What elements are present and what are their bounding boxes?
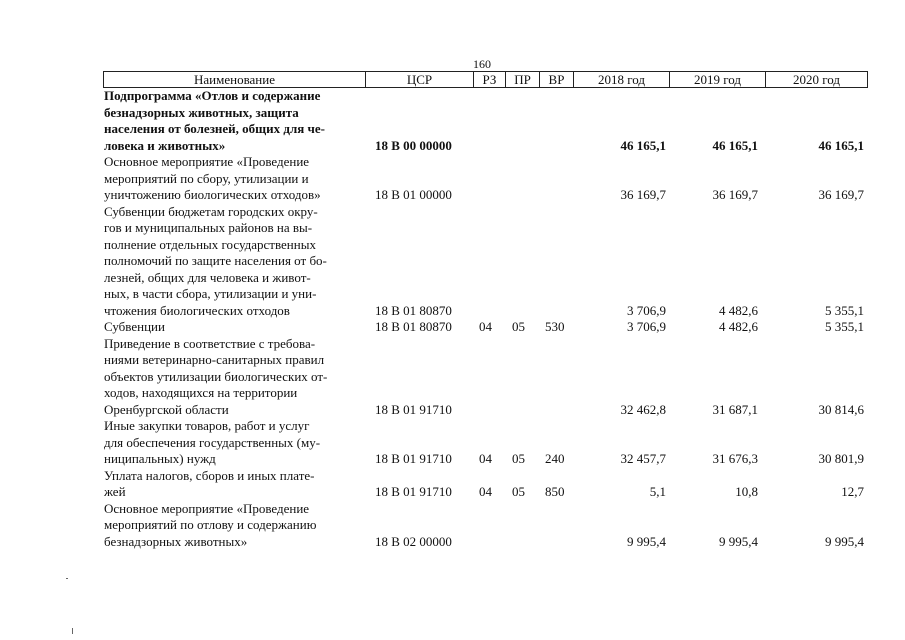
row-name-line: ходов, находящихся на территории bbox=[104, 385, 298, 400]
column-header-name: Наименование bbox=[104, 72, 366, 87]
row-name-line: Приведение в соответствие с требова- bbox=[104, 335, 316, 351]
row-name bbox=[104, 154, 364, 204]
row-name-line: ловека и животных» bbox=[104, 137, 226, 153]
column-header-csr: ЦСР bbox=[366, 72, 474, 87]
row-name bbox=[104, 501, 364, 551]
row-value-2020: 5 355,1 bbox=[825, 319, 864, 334]
table-row bbox=[104, 319, 868, 336]
row-value-2018: 5,1 bbox=[649, 484, 666, 499]
row-name-line: Субвенции bbox=[104, 319, 165, 334]
row-name bbox=[104, 468, 364, 501]
table-row bbox=[104, 418, 868, 468]
row-name-line: уничтожению биологических отходов» bbox=[104, 187, 321, 202]
row-name bbox=[104, 319, 364, 336]
row-name-line: Уплата налогов, сборов и иных плате- bbox=[104, 467, 315, 483]
row-value-2018: 32 457,7 bbox=[620, 451, 666, 466]
row-csr: 18 В 01 80870 bbox=[375, 302, 452, 318]
row-value-2020: 30 801,9 bbox=[818, 451, 864, 466]
row-name-line: населения от болезней, общих для че- bbox=[104, 121, 325, 136]
row-name-line: ниями ветеринарно-санитарных правил bbox=[104, 352, 325, 367]
page-number: 160 bbox=[473, 57, 491, 71]
row-rz: 04 bbox=[479, 484, 492, 499]
row-value-2018: 36 169,7 bbox=[620, 187, 666, 202]
row-csr: 18 В 01 00000 bbox=[375, 187, 452, 202]
row-name-line: объектов утилизации биологических от- bbox=[104, 368, 328, 384]
row-name-line: лезней, общих для человека и живот- bbox=[104, 269, 311, 285]
row-pr: 05 bbox=[512, 484, 525, 499]
row-name-line: ных, в части сбора, утилизации и уни- bbox=[104, 286, 317, 301]
row-csr: 18 В 01 91710 bbox=[375, 451, 452, 466]
row-value-2019: 31 687,1 bbox=[712, 401, 758, 417]
row-name-line: безнадзорных животных» bbox=[104, 533, 248, 549]
row-name-line: для обеспечения государственных (му- bbox=[104, 434, 321, 450]
row-name-line: Основное мероприятие «Проведение bbox=[104, 154, 310, 169]
row-name-line: Субвенции бюджетам городских окру- bbox=[104, 203, 318, 219]
row-name-line: жей bbox=[104, 484, 126, 499]
table-row bbox=[104, 204, 868, 320]
column-header-rz: РЗ bbox=[474, 72, 506, 87]
row-name bbox=[104, 88, 364, 154]
row-csr: 18 В 01 91710 bbox=[375, 484, 452, 499]
row-value-2019: 31 676,3 bbox=[712, 451, 758, 466]
row-value-2020: 46 165,1 bbox=[818, 137, 864, 153]
row-rz: 04 bbox=[479, 319, 492, 334]
row-pr: 05 bbox=[512, 319, 525, 334]
column-header-2018: 2018 год bbox=[574, 72, 670, 87]
table-row bbox=[104, 154, 868, 204]
row-name-line: мероприятий по сбору, утилизации и bbox=[104, 170, 309, 186]
scan-speck bbox=[72, 628, 73, 634]
row-value-2019: 4 482,6 bbox=[719, 302, 758, 318]
row-value-2020: 36 169,7 bbox=[818, 187, 864, 202]
row-name-line: Подпрограмма «Отлов и содержание bbox=[104, 88, 321, 103]
row-name bbox=[104, 336, 364, 419]
row-value-2019: 46 165,1 bbox=[712, 137, 758, 153]
row-name-line: полнение отдельных государственных bbox=[104, 236, 316, 252]
row-name bbox=[104, 204, 364, 320]
row-value-2018: 3 706,9 bbox=[627, 319, 666, 334]
column-header-2020: 2020 год bbox=[793, 72, 840, 87]
table-row bbox=[104, 336, 868, 419]
row-rz: 04 bbox=[479, 451, 492, 466]
row-pr: 05 bbox=[512, 451, 525, 466]
row-name-line: полномочий по защите населения от бо- bbox=[104, 253, 327, 268]
column-header-pr: ПР bbox=[506, 72, 540, 87]
row-name-line: Оренбургской области bbox=[104, 401, 229, 417]
row-name-line: Иные закупки товаров, работ и услуг bbox=[104, 418, 310, 433]
row-value-2019: 9 995,4 bbox=[719, 533, 758, 549]
table-row bbox=[104, 88, 868, 154]
table-body bbox=[104, 88, 868, 550]
row-name-line: мероприятий по отлову и содержанию bbox=[104, 517, 317, 532]
row-value-2020: 12,7 bbox=[841, 484, 864, 499]
row-value-2018: 32 462,8 bbox=[620, 401, 666, 417]
table-row bbox=[104, 468, 868, 501]
table-row bbox=[104, 501, 868, 551]
row-csr: 18 В 00 00000 bbox=[375, 137, 452, 153]
column-header-2019: 2019 год bbox=[670, 72, 766, 87]
row-name-line: Основное мероприятие «Проведение bbox=[104, 500, 310, 516]
row-vr: 850 bbox=[545, 484, 565, 499]
table-header bbox=[103, 71, 868, 88]
row-name-line: чтожения биологических отходов bbox=[104, 302, 290, 318]
row-value-2020: 30 814,6 bbox=[818, 401, 864, 417]
row-value-2019: 10,8 bbox=[735, 484, 758, 499]
row-vr: 530 bbox=[545, 319, 565, 334]
row-csr: 18 В 02 00000 bbox=[375, 533, 452, 549]
row-name-line: ниципальных) нужд bbox=[104, 451, 216, 466]
row-name-line: гов и муниципальных районов на вы- bbox=[104, 220, 313, 235]
row-name bbox=[104, 418, 364, 468]
column-header-vr: ВР bbox=[540, 72, 574, 87]
row-value-2020: 5 355,1 bbox=[825, 302, 864, 318]
row-value-2018: 9 995,4 bbox=[627, 533, 666, 549]
row-name-line: безнадзорных животных, защита bbox=[104, 104, 299, 120]
row-value-2020: 9 995,4 bbox=[825, 533, 864, 549]
row-csr: 18 В 01 80870 bbox=[375, 319, 452, 334]
row-value-2018: 3 706,9 bbox=[627, 302, 666, 318]
row-value-2018: 46 165,1 bbox=[620, 137, 666, 153]
row-vr: 240 bbox=[545, 451, 565, 466]
row-csr: 18 В 01 91710 bbox=[375, 401, 452, 417]
scan-speck bbox=[66, 578, 68, 579]
row-value-2019: 36 169,7 bbox=[712, 187, 758, 202]
row-value-2019: 4 482,6 bbox=[719, 319, 758, 334]
